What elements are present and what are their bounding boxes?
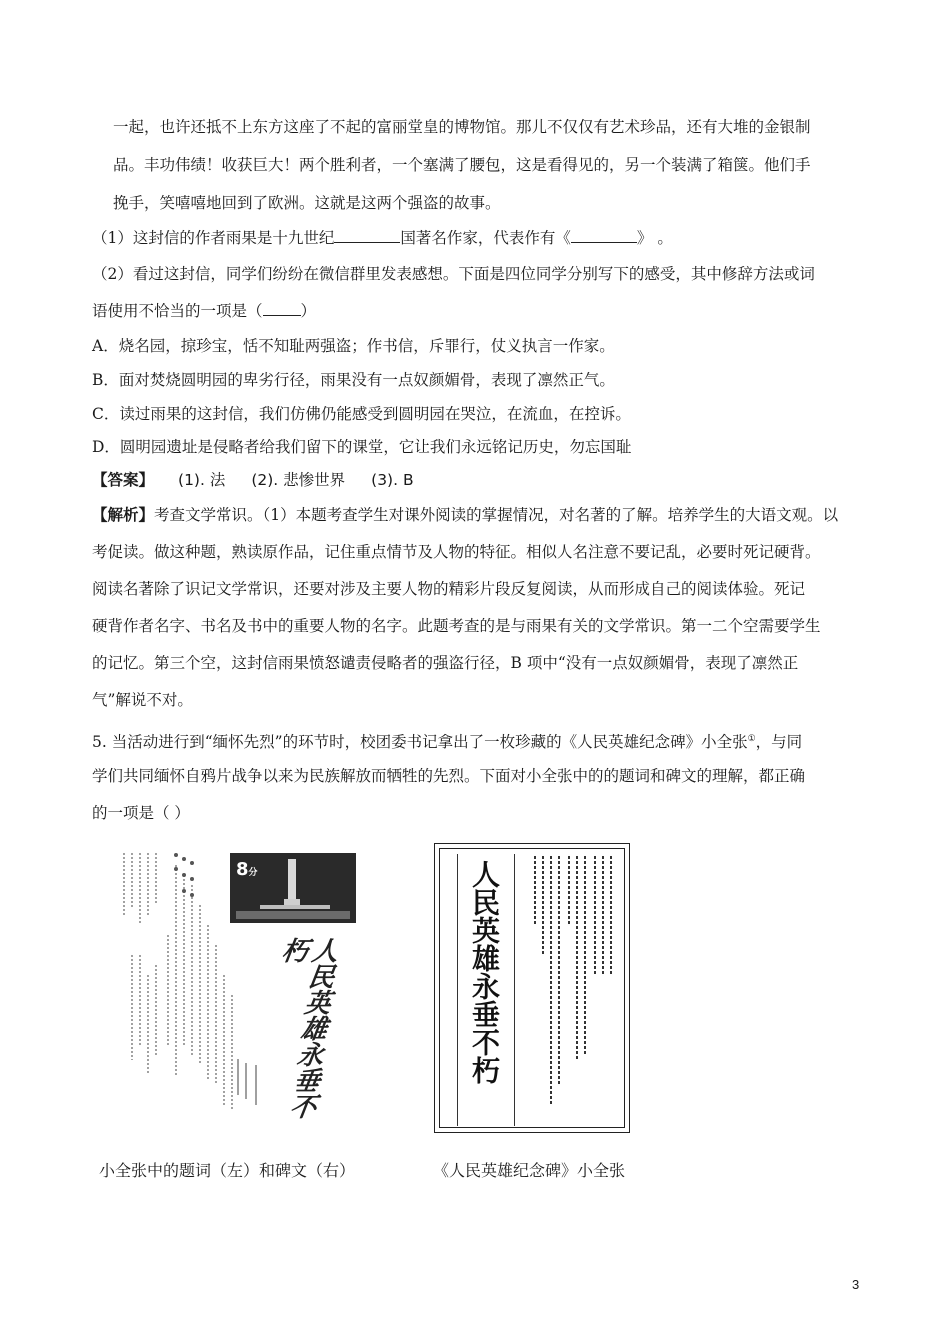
large-calligraphy: 人民英雄永垂不朽 xyxy=(468,860,501,1084)
question-5-line-2: 学们共同缅怀自鸦片战争以来为民族解放而牺牲的先烈。下面对小全张中的的题词和碑文的理解，都正确 xyxy=(92,767,806,785)
page-number: 3 xyxy=(852,1277,860,1292)
question-1-text-b: 国著名作家，代表作有《 xyxy=(400,229,571,247)
stamp-image xyxy=(230,853,356,923)
analysis-line-1 xyxy=(92,505,838,525)
option-b: B．面对焚烧圆明园的卑劣行径，雨果没有一点奴颜媚骨，表现了凛然正气。 xyxy=(92,371,615,389)
question-1-text-a: （1）这封信的作者雨果是十九世纪 xyxy=(92,229,335,247)
right-figure-caption: 《人民英雄纪念碑》小全张 xyxy=(433,1161,626,1180)
footnote-mark: ① xyxy=(747,734,756,744)
monument-icon xyxy=(230,853,356,923)
question-1 xyxy=(92,228,673,248)
answer-label: 【答案】 xyxy=(92,470,155,489)
paragraph-line-2: 品。丰功伟绩！收获巨大！两个胜利者，一个塞满了腰包，这是看得见的，另一个装满了箱箧。他们手 xyxy=(113,156,811,174)
analysis-text-1: 考查文学常识。（1）本题考查学生对课外阅读的掌握情况，对名著的了解。培养学生的大语文观。以 xyxy=(154,506,839,524)
analysis-label: 【解析】 xyxy=(92,505,155,524)
question-2-line-1: （2）看过这封信，同学们纷纷在微信群里发表感想。下面是四位同学分别写下的感受，其中修辞方法或词 xyxy=(92,265,815,283)
answer-item-3: (3). B xyxy=(371,471,414,489)
analysis-line-2: 考促读。做这种题，熟读原作品，记住重点情节及人物的特征。相似人名注意不要记乱，必要时死记硬背。 xyxy=(92,543,821,561)
analysis-line-5: 的记忆。第三个空，这封信雨果愤怒谴责侵略者的强盗行径，B 项中“没有一点奴颜媚骨，表现了凛然正 xyxy=(92,654,799,672)
inscription-panel xyxy=(457,854,515,1126)
option-d: D．圆明园遗址是侵略者给我们留下的课堂，它让我们永远铭记历史，勿忘国耻 xyxy=(92,438,632,456)
signature-seal xyxy=(232,1055,272,1115)
calligraphy-inscription: 人民英雄永垂不朽 xyxy=(275,937,340,1119)
answer-blank-3 xyxy=(263,301,301,316)
paragraph-line-1: 一起，也许还抵不上东方这座了不起的富丽堂皇的博物馆。那儿不仅仅有艺术珍品，还有大堆的金银制 xyxy=(113,118,811,136)
answer-item-1: (1). 法 xyxy=(178,471,226,489)
question-5-line-1 xyxy=(92,729,802,752)
analysis-line-6: 气”解说不对。 xyxy=(92,691,193,709)
question-2-text-a: 语使用不恰当的一项是（ xyxy=(92,302,263,320)
right-figure xyxy=(434,843,630,1133)
question-2-line-2 xyxy=(92,301,316,321)
question-2-text-b: ） xyxy=(300,302,317,320)
analysis-line-4: 硬背作者名字、书名及书中的重要人物的名字。此题考查的是与雨果有关的文学常识。第一二个空需要学生 xyxy=(92,617,821,635)
left-figure-caption: 小全张中的题词（左）和碑文（右） xyxy=(99,1161,356,1180)
stele-text-image xyxy=(118,845,248,1130)
question-1-text-c: 》 。 xyxy=(636,229,673,247)
question-5-text-b: ，与同 xyxy=(755,733,803,752)
left-figure xyxy=(118,845,368,1130)
option-c: C．读过雨果的这封信，我们仿佛仍能感受到圆明园在哭泣，在流血，在控诉。 xyxy=(92,405,631,423)
stamp-value: 8分 xyxy=(236,859,258,880)
answer-item-2: (2). 悲惨世界 xyxy=(251,471,346,489)
answer-blank-2 xyxy=(571,228,637,243)
stele-text-columns xyxy=(523,854,619,1126)
question-5-line-3: 的一项是（ ） xyxy=(92,804,190,822)
answer-blank-1 xyxy=(334,228,400,243)
analysis-line-3: 阅读名著除了识记文学常识，还要对涉及主要人物的精彩片段反复阅读，从而形成自己的阅读体验。死记 xyxy=(92,580,806,598)
answer-line xyxy=(92,470,414,490)
option-a: A．烧名园，掠珍宝，恬不知耻两强盗；作书信，斥罪行，仗义执言一作家。 xyxy=(92,337,615,355)
question-5-text-a: 5. 当活动进行到“缅怀先烈”的环节时，校团委书记拿出了一枚珍藏的《人民英雄纪念碑》小全张 xyxy=(92,733,748,752)
paragraph-line-3: 挽手，笑嘻嘻地回到了欧洲。这就是这两个强盗的故事。 xyxy=(113,194,501,212)
